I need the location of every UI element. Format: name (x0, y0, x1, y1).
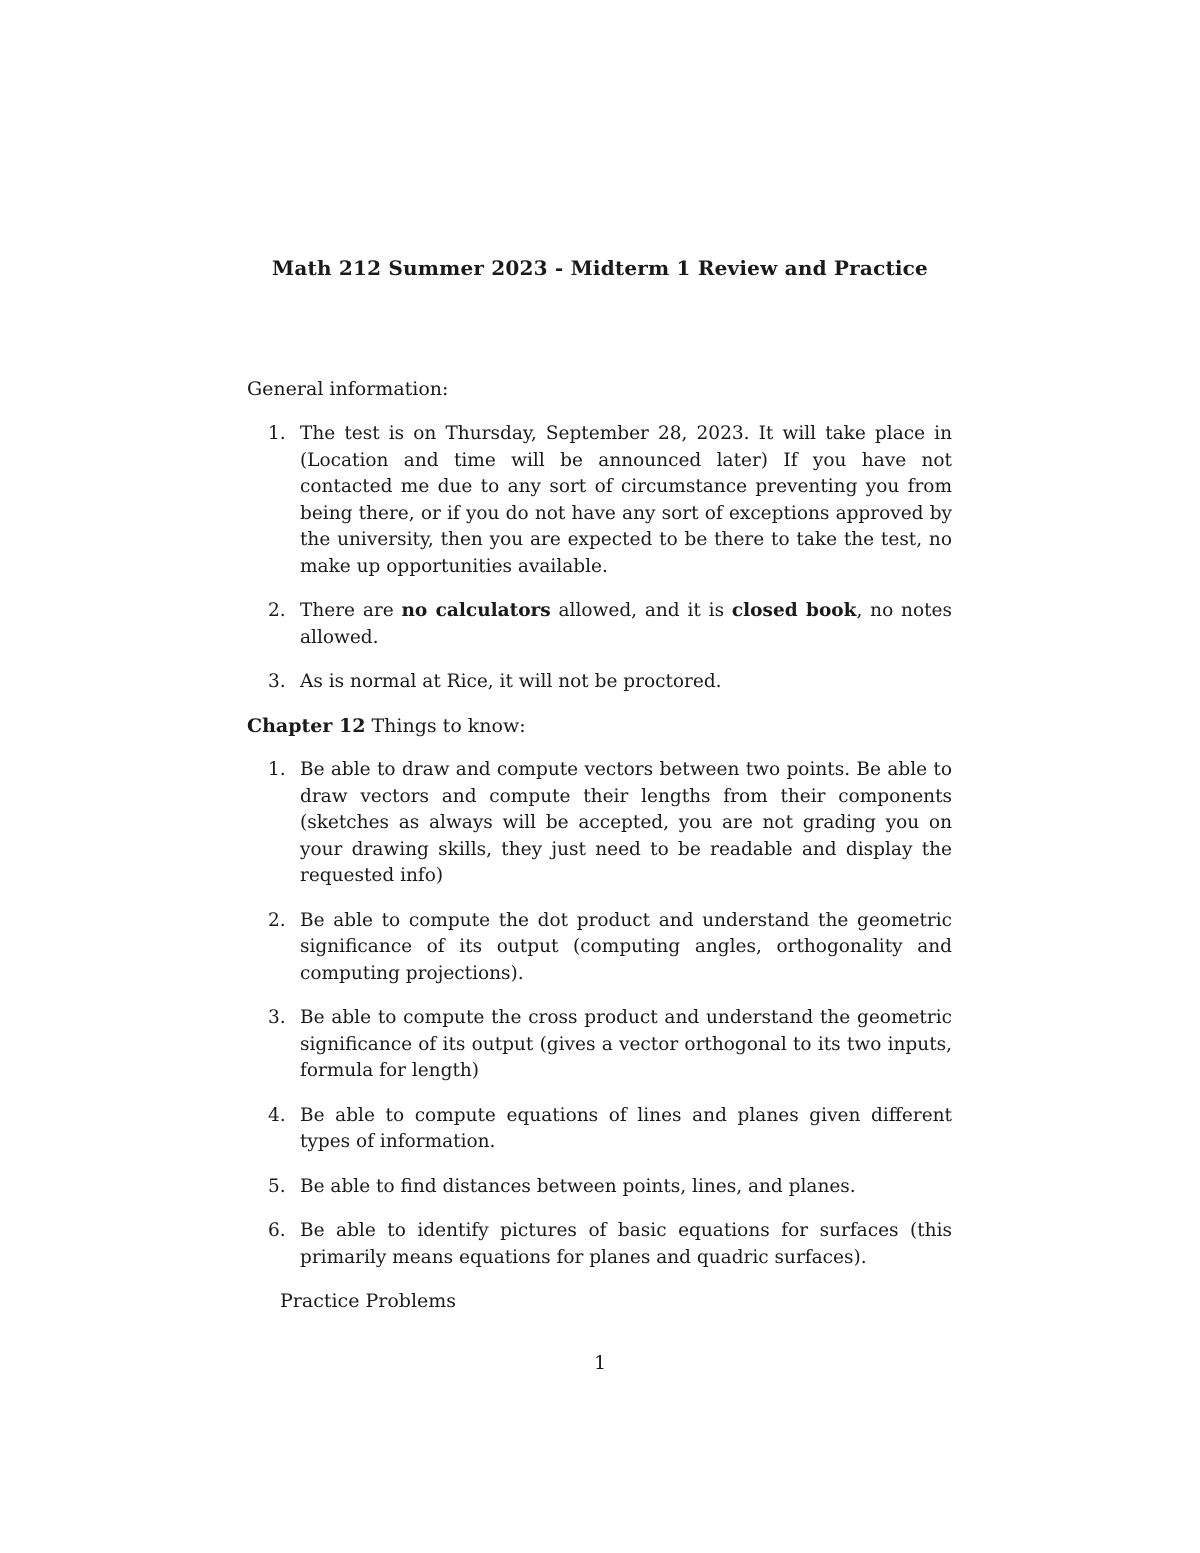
item-text: Be able to compute the dot product and understand the geometric significance of its output (computing angles, orthogonality and computing projections). (300, 909, 952, 984)
list-item (268, 421, 952, 580)
list-item (268, 757, 952, 890)
chapter-12-heading (247, 713, 526, 739)
item-text: Be able to identify pictures of basic equations for surfaces (this primarily means equations for planes and quadric surfaces). (300, 1220, 952, 1268)
item-text-part: , no notes allowed. (300, 600, 952, 648)
item-text: The test is on Thursday, September 28, 2023. It will take place in (Location and time will be announced later) If you have not contacted me due to any sort of circumstance preventing you from being there, or if you do not have any sort of exceptions approved by the university, then you are expected to be there to take the test, no make up opportunities available. (300, 423, 952, 577)
item-number: 4. (268, 1104, 286, 1126)
item-text: Be able to draw and compute vectors between two points. Be able to draw vectors and compute their lengths from their components (sketches as always will be accepted, you are not grading you on your drawing skills, they just need to be readable and display the requested info) (300, 759, 952, 886)
chapter-heading-text: Things to know: (365, 715, 526, 737)
item-text: Be able to compute the cross product and understand the geometric significance of its output (gives a vector orthogonal to its two inputs, formula for length) (300, 1007, 952, 1081)
list-item (268, 1174, 952, 1201)
list-item (268, 908, 952, 988)
item-number: 1. (268, 759, 286, 780)
no-calculators-emphasis: no calculators (401, 600, 551, 621)
item-number: 5. (268, 1175, 286, 1197)
item-text: Be able to compute equations of lines and planes given different types of information. (300, 1104, 952, 1152)
list-item (268, 1218, 952, 1271)
item-text-part: There are (300, 600, 402, 621)
item-number: 3. (268, 1007, 286, 1028)
list-item (268, 598, 952, 651)
item-text: As is normal at Rice, it will not be proctored. (300, 671, 722, 692)
general-information-heading: General information: (247, 378, 449, 400)
page-number: 1 (593, 1352, 607, 1374)
general-information-list (268, 421, 952, 714)
item-number: 6. (268, 1220, 286, 1241)
list-item (268, 1103, 952, 1156)
item-text: Be able to find distances between points, lines, and planes. (300, 1175, 856, 1197)
item-text-part: allowed, and it is (550, 600, 732, 621)
chapter-12-list (268, 757, 952, 1289)
document-title: Math 212 Summer 2023 - Midterm 1 Review and Practice (272, 256, 928, 280)
closed-book-emphasis: closed book (731, 600, 857, 621)
item-number: 2. (268, 909, 286, 931)
item-number: 2. (268, 600, 286, 621)
list-item (268, 1005, 952, 1085)
item-number: 3. (268, 671, 286, 692)
list-item (268, 669, 952, 696)
item-number: 1. (268, 423, 286, 444)
practice-problems-heading: Practice Problems (280, 1290, 457, 1312)
chapter-label: Chapter 12 (247, 715, 366, 737)
